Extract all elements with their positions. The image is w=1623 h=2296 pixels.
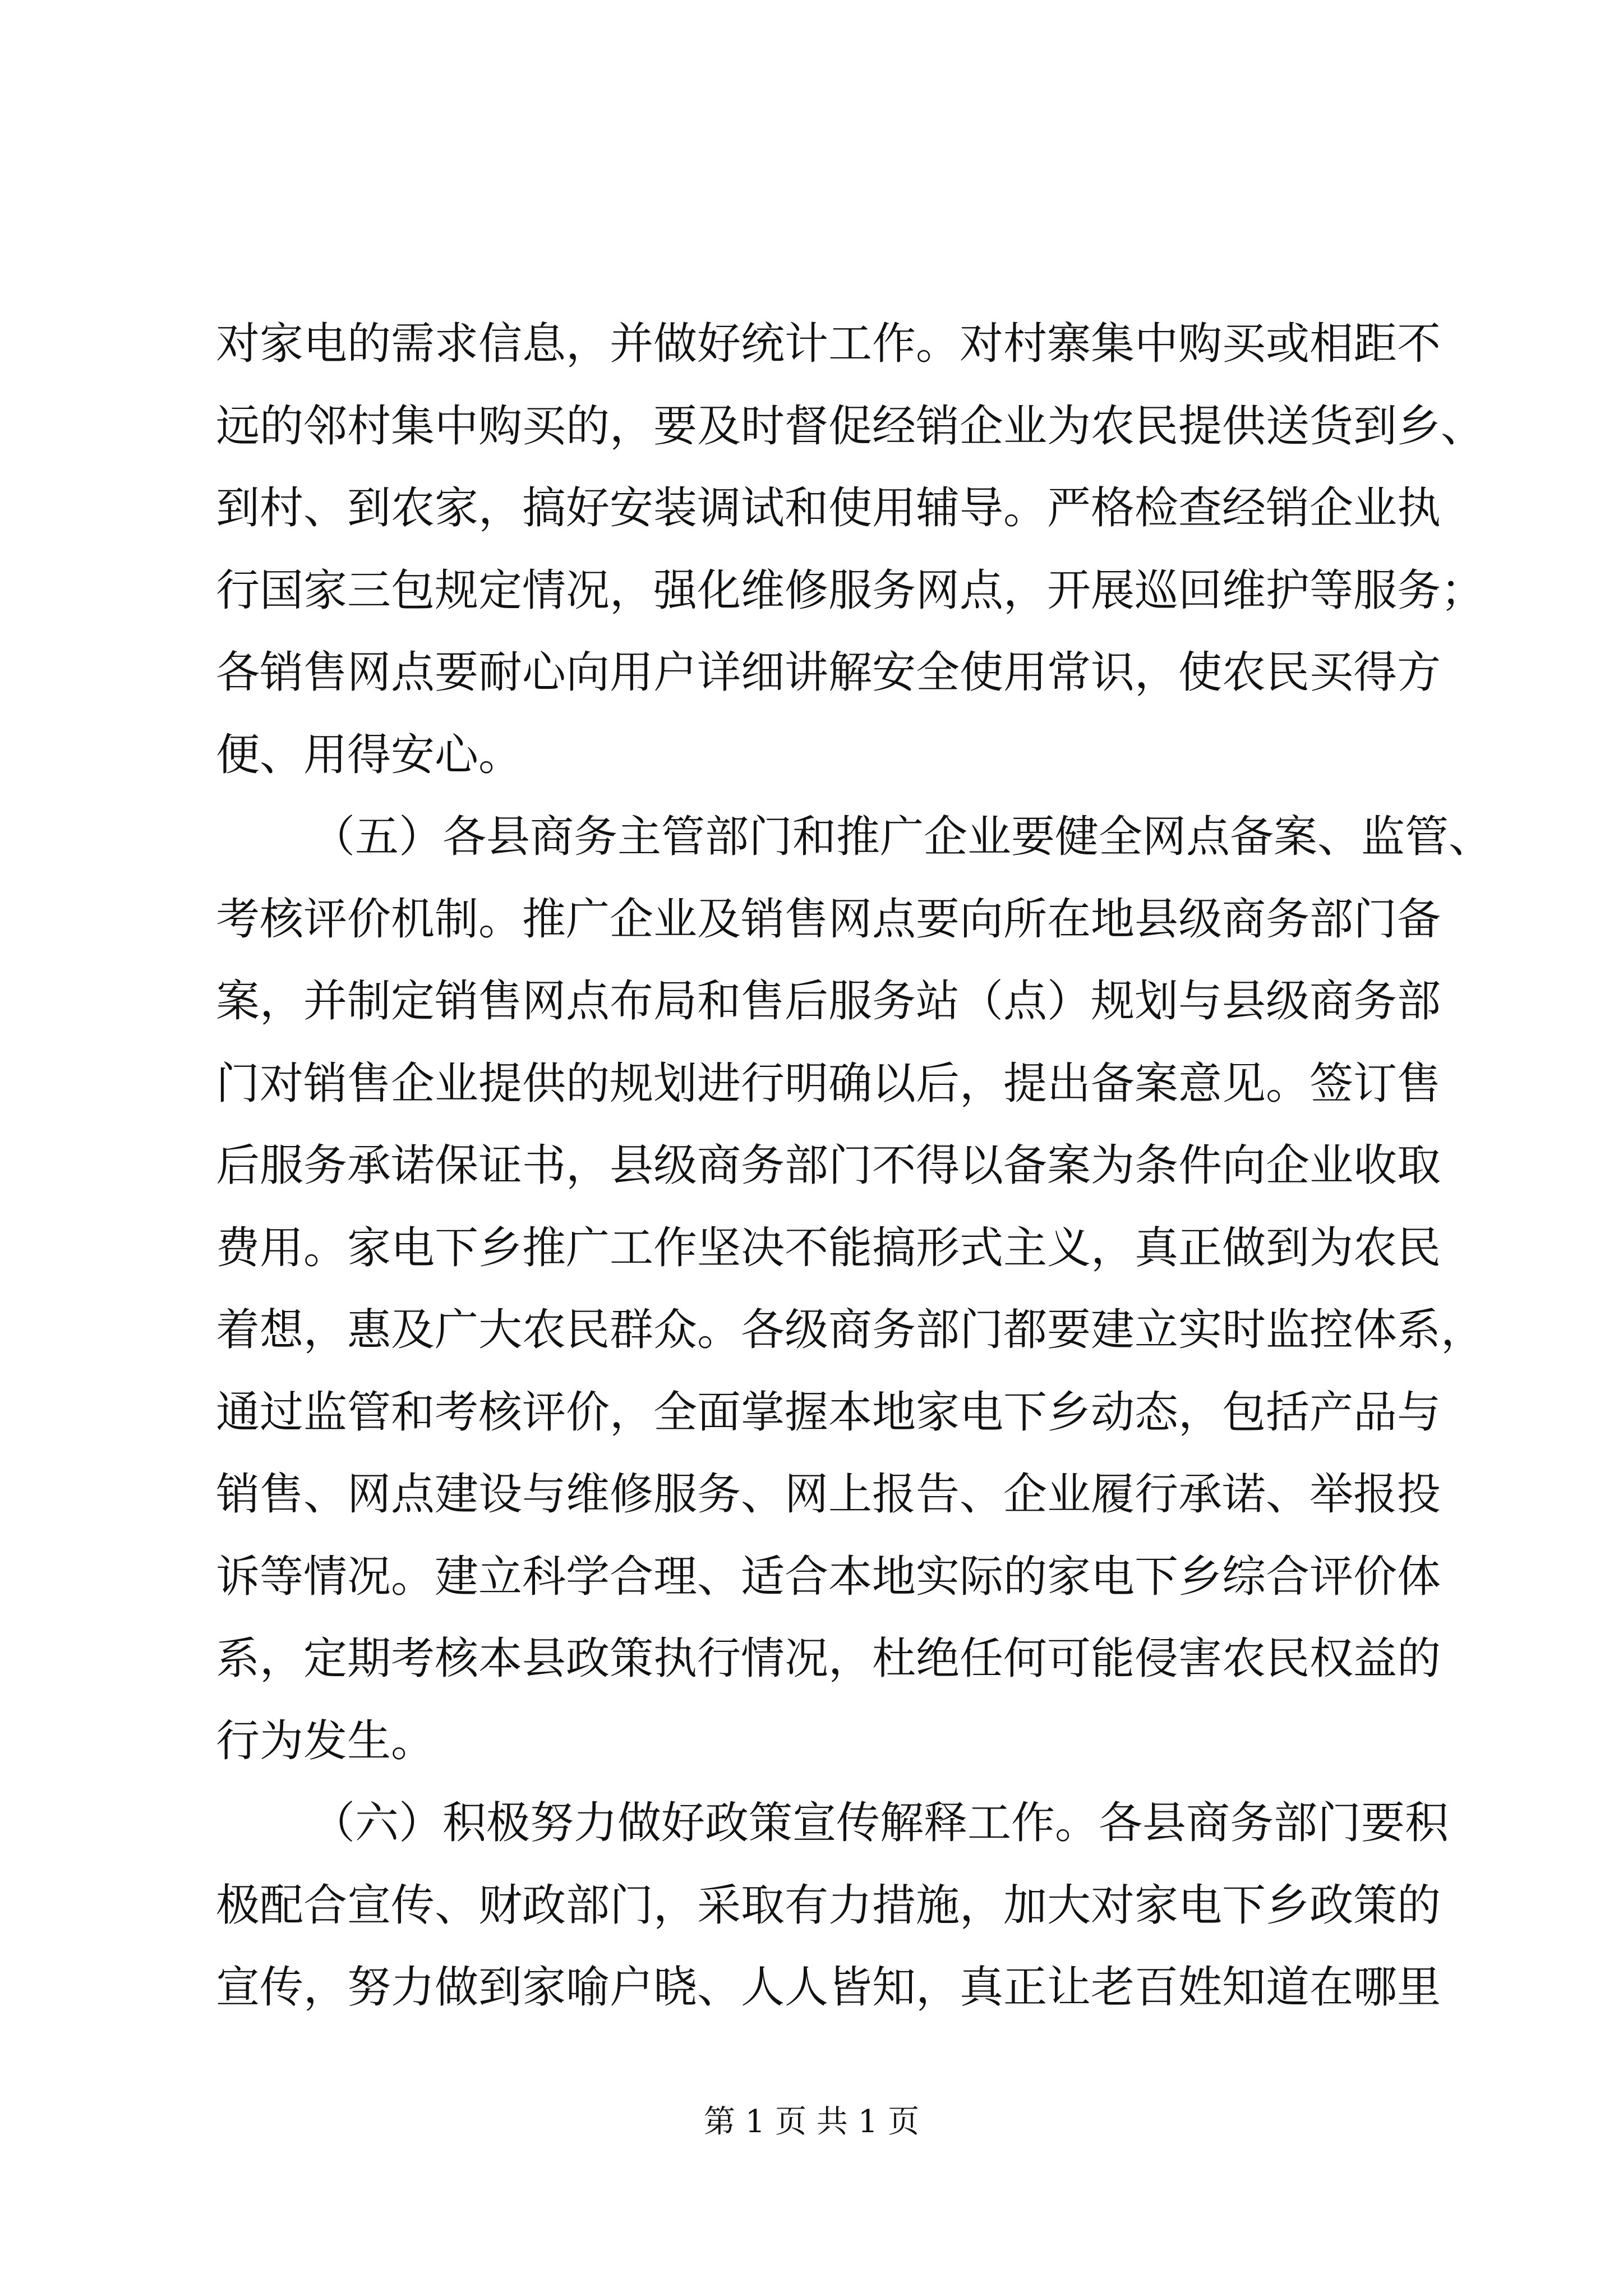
text-line: 各销售网点要耐心向用户详细讲解安全使用常识，使农民买得方: [216, 647, 1441, 698]
text-line: 行为发生。: [216, 1715, 435, 1766]
text-line: （五）各县商务主管部门和推广企业要健全网点备案、监管、: [311, 812, 1493, 862]
text-line: 考核评价机制。推广企业及销售网点要向所在地县级商务部门备: [216, 894, 1441, 945]
text-line: 对家电的需求信息，并做好统计工作。对村寨集中购买或相距不: [216, 319, 1441, 369]
text-line: 宣传，努力做到家喻户晓、人人皆知，真正让老百姓知道在哪里: [216, 1962, 1441, 2013]
text-line: 行国家三包规定情况，强化维修服务网点，开展巡回维护等服务；: [216, 565, 1485, 616]
text-line: 远的邻村集中购买的，要及时督促经销企业为农民提供送货到乡、: [216, 401, 1485, 452]
text-line: 到村、到农家，搞好安装调试和使用辅导。严格检查经销企业执: [216, 483, 1441, 533]
text-line: 系，定期考核本县政策执行情况，杜绝任何可能侵害农民权益的: [216, 1634, 1441, 1684]
text-line: 销售、网点建设与维修服务、网上报告、企业履行承诺、举报投: [216, 1469, 1441, 1520]
text-line: 便、用得安心。: [216, 729, 523, 780]
text-line: 后服务承诺保证书，县级商务部门不得以备案为条件向企业收取: [216, 1140, 1441, 1191]
document-body: [216, 303, 1493, 2029]
page-footer: 第 1 页 共 1 页: [703, 2104, 920, 2140]
text-line: 费用。家电下乡推广工作坚决不能搞形式主义，真正做到为农民: [216, 1222, 1441, 1273]
text-line: （六）积极努力做好政策宣传解释工作。各县商务部门要积: [311, 1798, 1449, 1848]
text-line: 着想，惠及广大农民群众。各级商务部门都要建立实时监控体系，: [216, 1305, 1485, 1355]
text-line: 诉等情况。建立科学合理、适合本地实际的家电下乡综合评价体: [216, 1551, 1441, 1602]
text-line: 门对销售企业提供的规划进行明确以后，提出备案意见。签订售: [216, 1058, 1441, 1109]
text-line: 极配合宣传、财政部门，采取有力措施，加大对家电下乡政策的: [216, 1880, 1441, 1931]
text-line: 案，并制定销售网点布局和售后服务站（点）规划与县级商务部: [216, 976, 1441, 1027]
text-line: 通过监管和考核评价，全面掌握本地家电下乡动态，包括产品与: [216, 1387, 1441, 1438]
